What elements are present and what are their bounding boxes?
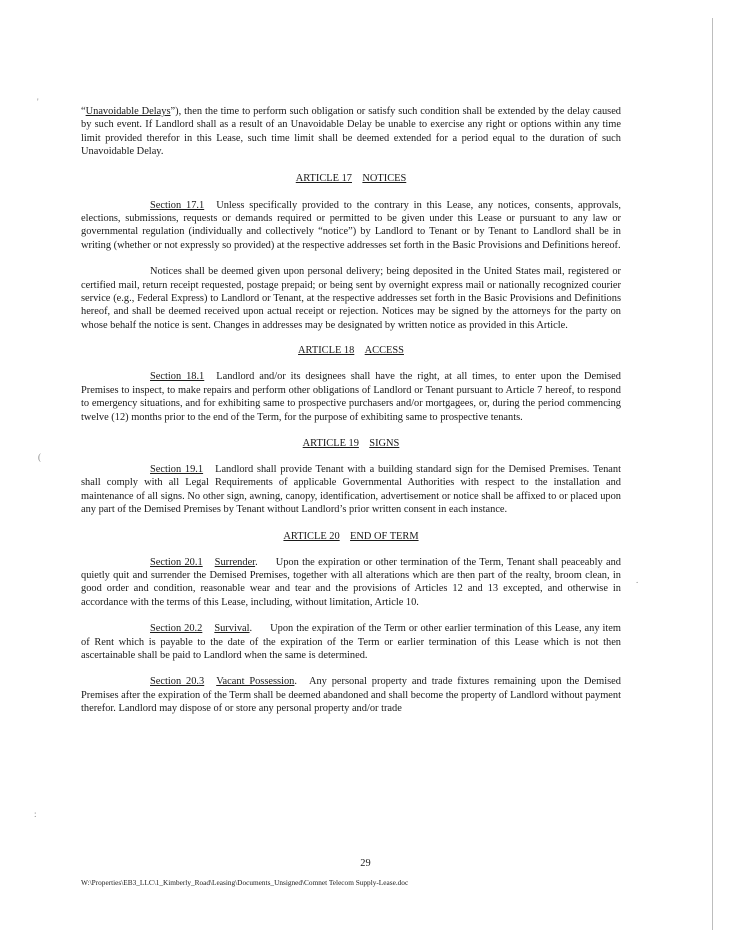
article-17-heading xyxy=(81,172,621,185)
scan-speck: ( xyxy=(38,452,41,462)
section-label: Section 20.1 xyxy=(150,556,203,568)
scan-edge-line xyxy=(712,18,713,930)
paragraph-intro: “Unavoidable Delays”), then the time to perform such obligation or satisfy such condition shall be extended by the delay caused by such event. If Landlord shall as a result of an Unavoidable Delay be unable to exercise any right or options within any time limit provided therefor in this Lease, such time limit shall be deemed extended for a period equal to the duration of such Unavoidable Delay. xyxy=(81,106,622,158)
section-17-1 xyxy=(81,199,621,253)
section-18-1 xyxy=(81,370,621,424)
section-text: Landlord and/or its designees shall have the right, at all times, to enter upon the Demised Premises to inspect, to make repairs and perform other obligations of Landlord or Tenant pursuant to Article 7 hereof, to respond to emergency situations, and for exhibiting same to prospective purchasers and/or mortgagees, or, during the period commencing twelve (12) months prior to the end of the Term, for the purpose of exhibiting same to prospective tenants. xyxy=(81,371,621,423)
article-18-heading xyxy=(81,344,621,357)
section-label: Section 18.1 xyxy=(150,371,205,383)
article-20-heading xyxy=(81,530,621,543)
article-number: ARTICLE 17 xyxy=(295,172,352,184)
section-20-1: Section 20.1 Surrender. Upon the expiration or other termination of the Term, Tenant shall peaceably and quietly quit and surrender the Demised Premises, together with all alterations which are then part of the realty, broom clean, in good order and condition, reasonable wear and tear and the provisions of Articles 12 and 13 excepted, and otherwise in accordance with the terms of this Lease, including, without limitation, Article 10. xyxy=(81,556,621,608)
section-label: Section 19.1 xyxy=(150,463,204,475)
article-number: ARTICLE 19 xyxy=(302,437,359,449)
article-title: SIGNS xyxy=(369,437,400,449)
section-label: Section 17.1 xyxy=(150,199,205,211)
section-text: Unless specifically provided to the contrary in this Lease, any notices, consents, approvals, elections, submissions, requests or demands required or permitted to be given under this Lease or pursuant to any law or governmental regulation (individually and collectively “notice”) by Landlord to Tenant or by Tenant to Landlord shall be in writing (whether or not expressly so provided) at the respective addresses set forth in the Basic Provisions and Definitions hereof. xyxy=(81,199,621,251)
section-title: Survival xyxy=(214,623,250,635)
section-label: Section 20.2 xyxy=(150,623,203,635)
section-20-2: Section 20.2 Survival. Upon the expiration of the Term or other earlier termination of this Lease, any item of Rent which is payable to the date of the expiration of the Term or earlier termination of this Lease which is not then ascertainable shall be paid to Landlord when the same is determined. xyxy=(81,623,621,661)
document-body xyxy=(81,105,621,716)
page-number: 29 xyxy=(360,858,371,869)
section-20-3: Section 20.3 Vacant Possession. Any personal property and trade fixtures remaining upon the Demised Premises after the expiration of the Term shall be deemed abandoned and shall become the property of Landlord without payment therefor. Landlord may dispose of or store any personal property and/or trade xyxy=(81,676,621,715)
section-label: Section 20.3 xyxy=(150,676,205,688)
scan-speck: ' xyxy=(37,97,39,107)
section-text: Upon the expiration of the Term or other earlier termination of this Lease, any item of Rent which is payable to the date of the expiration of the Term or earlier termination of this Lease which is not then ascertainable shall be paid to Landlord when the same is determined. xyxy=(81,623,621,661)
article-title: END OF TERM xyxy=(350,530,419,542)
paragraph-text: Notices shall be deemed given upon personal delivery; being deposited in the United States mail, registered or certified mail, return receipt requested, postage prepaid; or being sent by overnight express mail or nationally recognized courier service (e.g., Federal Express) to Landlord or Tenant, at the respective addresses set forth in the Basic Provisions and Definitions hereof, and shall be deemed received upon actual receipt or rejection. Notices may be signed by the attorneys for the party on whose behalf the notice is sent. Changes in addresses may be designated by written notice as provided in this Article. xyxy=(81,266,621,331)
article-19-heading xyxy=(81,437,621,450)
section-title: Surrender xyxy=(214,556,256,568)
section-19-1 xyxy=(81,463,621,517)
footer-file-path: W:\Properties\EB3_LLC\1_Kimberly_Road\Leasing\Documents_Unsigned\Comnet Telecom Supply-Lease.doc xyxy=(81,878,409,887)
paragraph-text: ”), then the time to perform such obligation or satisfy such condition shall be extended by the delay caused by such event. If Landlord shall as a result of an Unavoidable Delay be unable to exercise any right or options within any time limit provided therefor in this Lease, such time limit shall be deemed extended for a period equal to the duration of such Unavoidable Delay. xyxy=(81,106,622,158)
article-number: ARTICLE 18 xyxy=(298,345,355,357)
section-text: Any personal property and trade fixtures remaining upon the Demised Premises after the expiration of the Term shall be deemed abandoned and shall become the property of Landlord without payment therefor. Landlord may dispose of or store any personal property and/or trade xyxy=(81,676,621,715)
scan-speck: . xyxy=(636,575,639,585)
section-title: Vacant Possession xyxy=(216,676,295,688)
section-text: Landlord shall provide Tenant with a building standard sign for the Demised Premises. Tenant shall comply with all Legal Requirements of applicable Governmental Authorities with respect to the installation and maintenance of all signs. No other sign, awning, canopy, identification, advertisement or notice shall be affixed to or placed upon any part of the Demised Premises by Tenant without Landlord’s prior written consent in each instance. xyxy=(81,463,622,516)
section-text: Upon the expiration or other termination of the Term, Tenant shall peaceably and quietly quit and surrender the Demised Premises, together with all alterations which are then part of the realty, broom clean, in good order and condition, reasonable wear and tear and the provisions of Articles 12 and 13 excepted, and otherwise in accordance with the terms of this Lease, including, without limitation, Article 10. xyxy=(81,556,621,608)
article-number: ARTICLE 20 xyxy=(283,530,340,542)
article-title: ACCESS xyxy=(364,345,404,357)
defined-term: Unavoidable Delays xyxy=(85,106,171,117)
scan-speck: : xyxy=(34,809,37,819)
paragraph-notices-given xyxy=(81,265,621,332)
article-title: NOTICES xyxy=(362,172,407,184)
